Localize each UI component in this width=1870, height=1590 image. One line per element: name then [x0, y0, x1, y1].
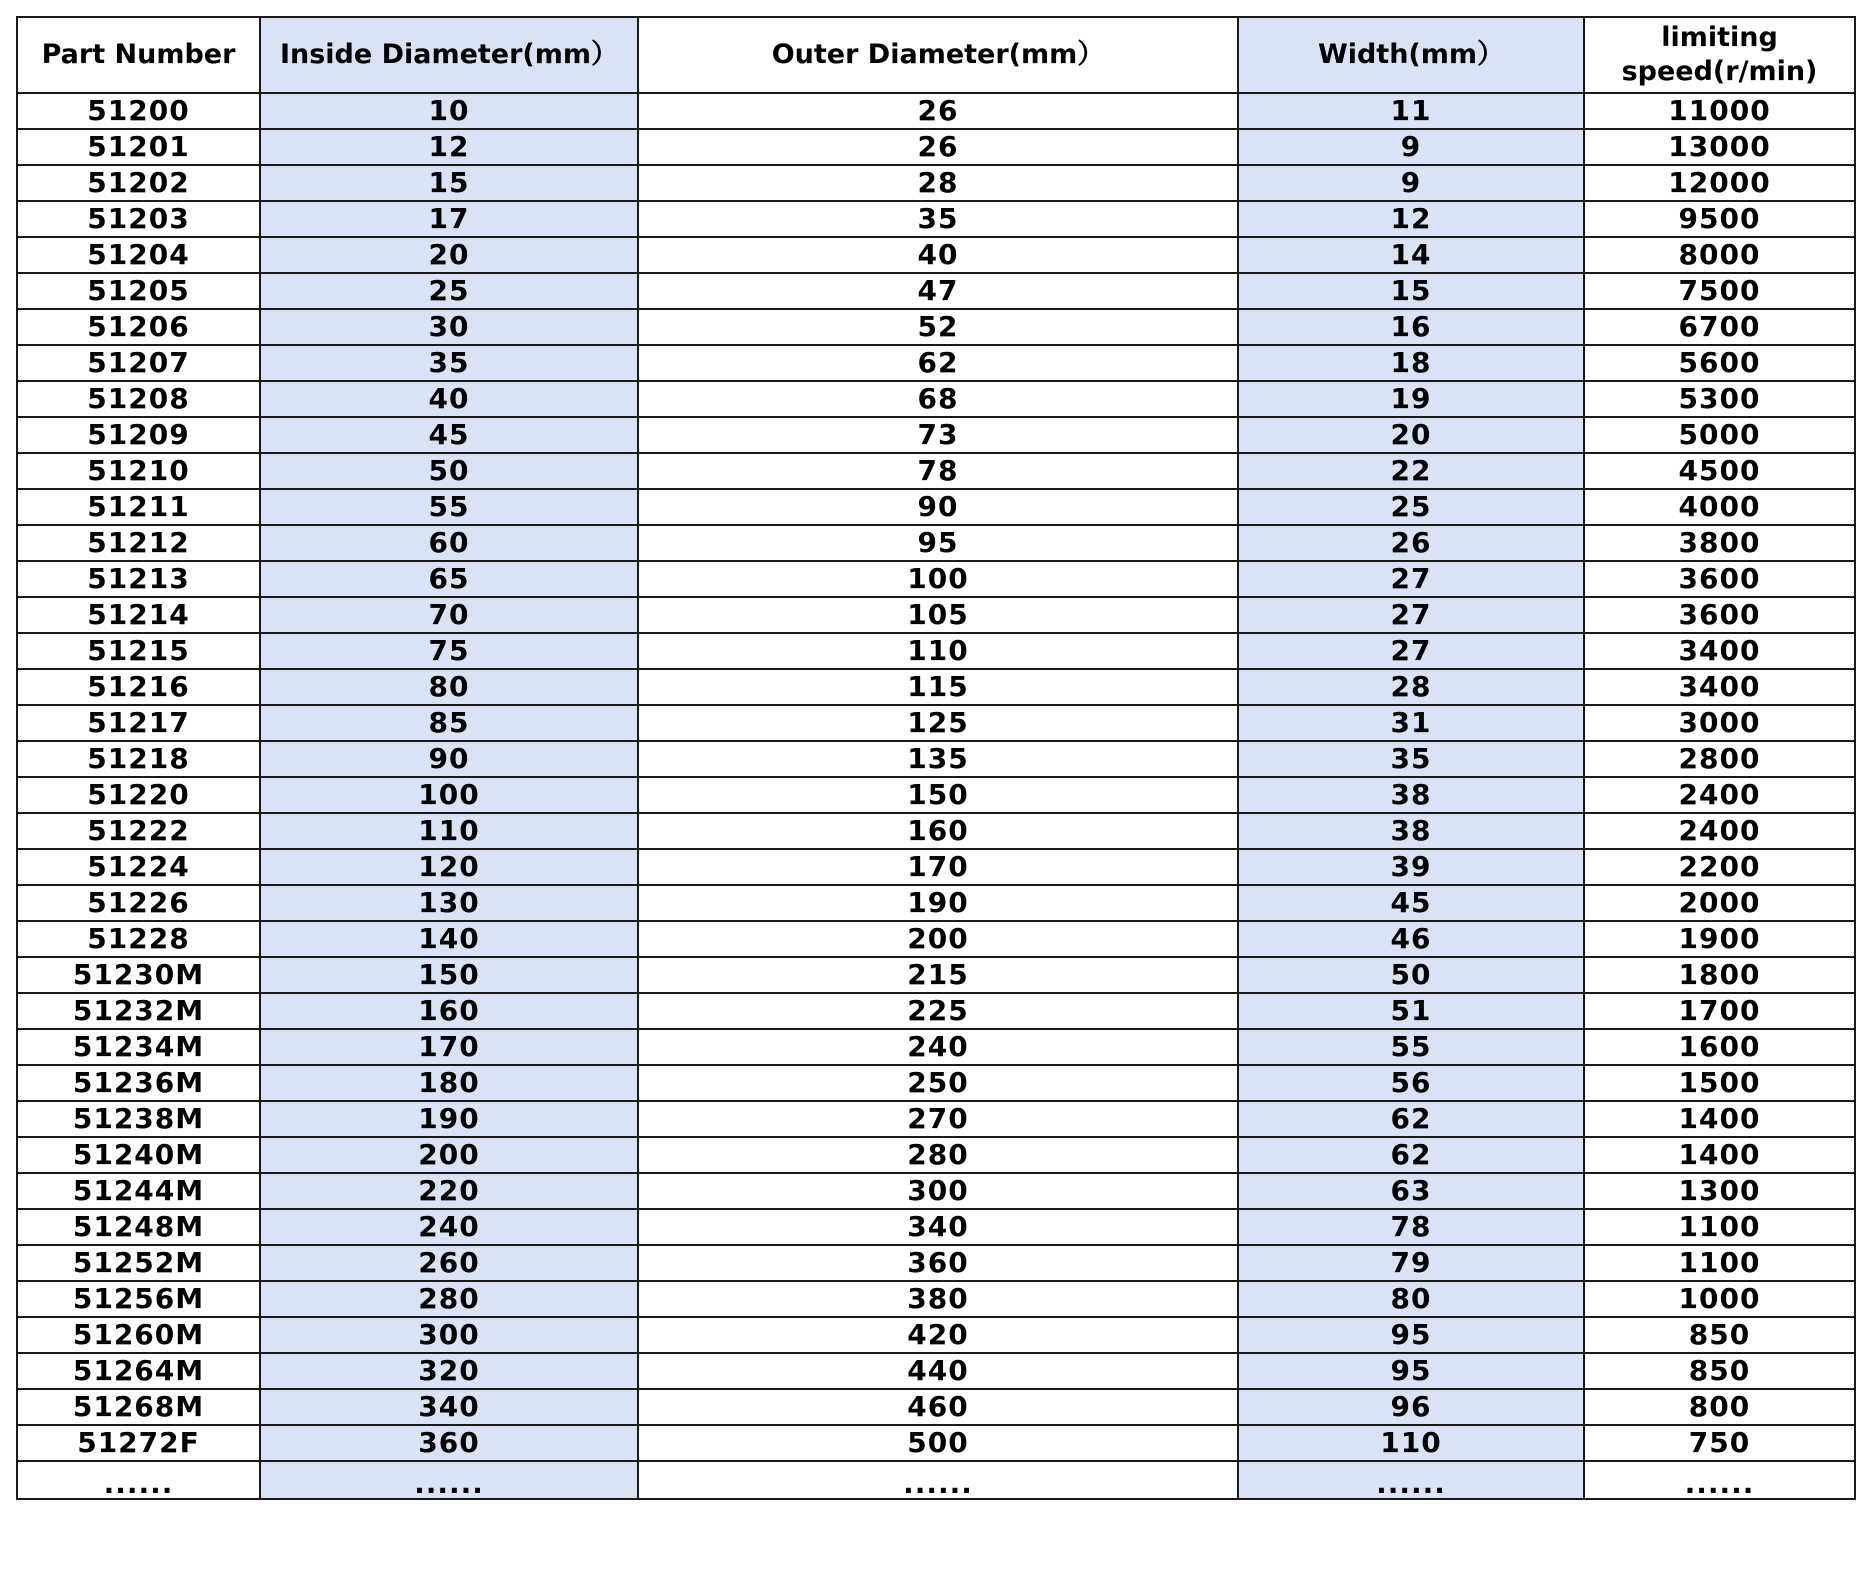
- inside-diameter-cell: 320: [260, 1353, 638, 1389]
- outer-diameter-cell: 200: [638, 921, 1238, 957]
- continuation-cell: ......: [260, 1461, 638, 1499]
- table-row: [17, 201, 1855, 237]
- width-cell: 28: [1238, 669, 1584, 705]
- table-row: [17, 1389, 1855, 1425]
- width-cell: 12: [1238, 201, 1584, 237]
- header-row: [17, 17, 1855, 93]
- width-cell: 26: [1238, 525, 1584, 561]
- width-cell: 95: [1238, 1353, 1584, 1389]
- inside-diameter-cell: 360: [260, 1425, 638, 1461]
- part-number-cell: 51240M: [17, 1137, 260, 1173]
- inside-diameter-cell: 280: [260, 1281, 638, 1317]
- inside-diameter-cell: 90: [260, 741, 638, 777]
- limiting-speed-cell: 3600: [1584, 597, 1855, 633]
- width-cell: 27: [1238, 597, 1584, 633]
- limiting-speed-cell: 1400: [1584, 1101, 1855, 1137]
- inside-diameter-cell: 85: [260, 705, 638, 741]
- width-cell: 38: [1238, 813, 1584, 849]
- outer-diameter-cell: 250: [638, 1065, 1238, 1101]
- table-row: [17, 921, 1855, 957]
- inside-diameter-cell: 45: [260, 417, 638, 453]
- outer-diameter-cell: 100: [638, 561, 1238, 597]
- limiting-speed-cell: 6700: [1584, 309, 1855, 345]
- part-number-cell: 51200: [17, 93, 260, 129]
- limiting-speed-cell: 2800: [1584, 741, 1855, 777]
- inside-diameter-cell: 190: [260, 1101, 638, 1137]
- table-header: [17, 17, 1855, 93]
- part-number-cell: 51252M: [17, 1245, 260, 1281]
- table-row: [17, 453, 1855, 489]
- outer-diameter-cell: 170: [638, 849, 1238, 885]
- table-row: [17, 705, 1855, 741]
- width-cell: 62: [1238, 1101, 1584, 1137]
- outer-diameter-cell: 160: [638, 813, 1238, 849]
- part-number-cell: 51206: [17, 309, 260, 345]
- inside-diameter-cell: 120: [260, 849, 638, 885]
- outer-diameter-cell: 105: [638, 597, 1238, 633]
- limiting-speed-cell: 5000: [1584, 417, 1855, 453]
- part-number-cell: 51209: [17, 417, 260, 453]
- limiting-speed-cell: 2400: [1584, 777, 1855, 813]
- limiting-speed-cell: 1700: [1584, 993, 1855, 1029]
- inside-diameter-cell: 25: [260, 273, 638, 309]
- limiting-speed-cell: 750: [1584, 1425, 1855, 1461]
- inside-diameter-cell: 180: [260, 1065, 638, 1101]
- limiting-speed-cell: 1500: [1584, 1065, 1855, 1101]
- width-cell: 78: [1238, 1209, 1584, 1245]
- table-row: [17, 597, 1855, 633]
- part-number-cell: 51215: [17, 633, 260, 669]
- inside-diameter-cell: 12: [260, 129, 638, 165]
- table-row: [17, 1245, 1855, 1281]
- inside-diameter-cell: 220: [260, 1173, 638, 1209]
- width-cell: 25: [1238, 489, 1584, 525]
- table-row: [17, 1425, 1855, 1461]
- header-part-number: Part Number: [17, 17, 260, 93]
- part-number-cell: 51217: [17, 705, 260, 741]
- outer-diameter-cell: 115: [638, 669, 1238, 705]
- width-cell: 51: [1238, 993, 1584, 1029]
- width-cell: 11: [1238, 93, 1584, 129]
- table-row: [17, 993, 1855, 1029]
- outer-diameter-cell: 440: [638, 1353, 1238, 1389]
- inside-diameter-cell: 110: [260, 813, 638, 849]
- inside-diameter-cell: 15: [260, 165, 638, 201]
- outer-diameter-cell: 40: [638, 237, 1238, 273]
- continuation-row: [17, 1461, 1855, 1499]
- inside-diameter-cell: 80: [260, 669, 638, 705]
- outer-diameter-cell: 78: [638, 453, 1238, 489]
- limiting-speed-cell: 13000: [1584, 129, 1855, 165]
- inside-diameter-cell: 240: [260, 1209, 638, 1245]
- limiting-speed-cell: 11000: [1584, 93, 1855, 129]
- part-number-cell: 51203: [17, 201, 260, 237]
- part-number-cell: 51244M: [17, 1173, 260, 1209]
- outer-diameter-cell: 240: [638, 1029, 1238, 1065]
- continuation-cell: ......: [1584, 1461, 1855, 1499]
- outer-diameter-cell: 420: [638, 1317, 1238, 1353]
- limiting-speed-cell: 1600: [1584, 1029, 1855, 1065]
- outer-diameter-cell: 26: [638, 129, 1238, 165]
- part-number-cell: 51218: [17, 741, 260, 777]
- limiting-speed-cell: 1000: [1584, 1281, 1855, 1317]
- part-number-cell: 51201: [17, 129, 260, 165]
- outer-diameter-cell: 26: [638, 93, 1238, 129]
- table-row: [17, 93, 1855, 129]
- outer-diameter-cell: 90: [638, 489, 1238, 525]
- part-number-cell: 51204: [17, 237, 260, 273]
- part-number-cell: 51232M: [17, 993, 260, 1029]
- table-row: [17, 1065, 1855, 1101]
- table-row: [17, 345, 1855, 381]
- part-number-cell: 51238M: [17, 1101, 260, 1137]
- part-number-cell: 51220: [17, 777, 260, 813]
- outer-diameter-cell: 190: [638, 885, 1238, 921]
- table-row: [17, 1353, 1855, 1389]
- limiting-speed-cell: 2200: [1584, 849, 1855, 885]
- outer-diameter-cell: 300: [638, 1173, 1238, 1209]
- limiting-speed-cell: 3400: [1584, 633, 1855, 669]
- outer-diameter-cell: 73: [638, 417, 1238, 453]
- width-cell: 62: [1238, 1137, 1584, 1173]
- inside-diameter-cell: 40: [260, 381, 638, 417]
- part-number-cell: 51226: [17, 885, 260, 921]
- outer-diameter-cell: 460: [638, 1389, 1238, 1425]
- outer-diameter-cell: 68: [638, 381, 1238, 417]
- table-row: [17, 381, 1855, 417]
- table-row: [17, 237, 1855, 273]
- table-row: [17, 273, 1855, 309]
- width-cell: 63: [1238, 1173, 1584, 1209]
- table-row: [17, 561, 1855, 597]
- part-number-cell: 51202: [17, 165, 260, 201]
- inside-diameter-cell: 340: [260, 1389, 638, 1425]
- table-row: [17, 1101, 1855, 1137]
- width-cell: 79: [1238, 1245, 1584, 1281]
- width-cell: 19: [1238, 381, 1584, 417]
- outer-diameter-cell: 125: [638, 705, 1238, 741]
- part-number-cell: 51213: [17, 561, 260, 597]
- table-row: [17, 1173, 1855, 1209]
- limiting-speed-cell: 2400: [1584, 813, 1855, 849]
- width-cell: 56: [1238, 1065, 1584, 1101]
- part-number-cell: 51210: [17, 453, 260, 489]
- table-row: [17, 885, 1855, 921]
- part-number-cell: 51216: [17, 669, 260, 705]
- limiting-speed-cell: 1800: [1584, 957, 1855, 993]
- part-number-cell: 51264M: [17, 1353, 260, 1389]
- outer-diameter-cell: 360: [638, 1245, 1238, 1281]
- table-row: [17, 813, 1855, 849]
- limiting-speed-cell: 5300: [1584, 381, 1855, 417]
- outer-diameter-cell: 28: [638, 165, 1238, 201]
- inside-diameter-cell: 260: [260, 1245, 638, 1281]
- width-cell: 45: [1238, 885, 1584, 921]
- width-cell: 27: [1238, 633, 1584, 669]
- table-row: [17, 669, 1855, 705]
- width-cell: 80: [1238, 1281, 1584, 1317]
- header-inside-diameter: Inside Diameter(mm）: [260, 17, 638, 93]
- width-cell: 46: [1238, 921, 1584, 957]
- width-cell: 9: [1238, 165, 1584, 201]
- inside-diameter-cell: 50: [260, 453, 638, 489]
- outer-diameter-cell: 135: [638, 741, 1238, 777]
- inside-diameter-cell: 35: [260, 345, 638, 381]
- inside-diameter-cell: 150: [260, 957, 638, 993]
- limiting-speed-cell: 1100: [1584, 1209, 1855, 1245]
- width-cell: 22: [1238, 453, 1584, 489]
- outer-diameter-cell: 62: [638, 345, 1238, 381]
- limiting-speed-cell: 850: [1584, 1353, 1855, 1389]
- table-row: [17, 957, 1855, 993]
- limiting-speed-cell: 12000: [1584, 165, 1855, 201]
- inside-diameter-cell: 10: [260, 93, 638, 129]
- part-number-cell: 51228: [17, 921, 260, 957]
- inside-diameter-cell: 17: [260, 201, 638, 237]
- width-cell: 16: [1238, 309, 1584, 345]
- table-row: [17, 777, 1855, 813]
- inside-diameter-cell: 60: [260, 525, 638, 561]
- table-row: [17, 165, 1855, 201]
- limiting-speed-cell: 1900: [1584, 921, 1855, 957]
- width-cell: 55: [1238, 1029, 1584, 1065]
- part-number-cell: 51248M: [17, 1209, 260, 1245]
- part-number-cell: 51224: [17, 849, 260, 885]
- inside-diameter-cell: 20: [260, 237, 638, 273]
- inside-diameter-cell: 65: [260, 561, 638, 597]
- part-number-cell: 51207: [17, 345, 260, 381]
- part-number-cell: 51211: [17, 489, 260, 525]
- outer-diameter-cell: 95: [638, 525, 1238, 561]
- spec-sheet: [16, 16, 1854, 1500]
- width-cell: 9: [1238, 129, 1584, 165]
- inside-diameter-cell: 100: [260, 777, 638, 813]
- part-number-cell: 51205: [17, 273, 260, 309]
- part-number-cell: 51268M: [17, 1389, 260, 1425]
- limiting-speed-cell: 4000: [1584, 489, 1855, 525]
- table-row: [17, 1209, 1855, 1245]
- part-number-cell: 51234M: [17, 1029, 260, 1065]
- table-row: [17, 741, 1855, 777]
- limiting-speed-cell: 8000: [1584, 237, 1855, 273]
- part-number-cell: 51212: [17, 525, 260, 561]
- part-number-cell: 51256M: [17, 1281, 260, 1317]
- table-row: [17, 849, 1855, 885]
- limiting-speed-cell: 2000: [1584, 885, 1855, 921]
- inside-diameter-cell: 160: [260, 993, 638, 1029]
- outer-diameter-cell: 150: [638, 777, 1238, 813]
- part-number-cell: 51214: [17, 597, 260, 633]
- part-number-cell: 51222: [17, 813, 260, 849]
- width-cell: 20: [1238, 417, 1584, 453]
- inside-diameter-cell: 170: [260, 1029, 638, 1065]
- table-row: [17, 129, 1855, 165]
- part-number-cell: 51260M: [17, 1317, 260, 1353]
- continuation-cell: ......: [17, 1461, 260, 1499]
- width-cell: 95: [1238, 1317, 1584, 1353]
- inside-diameter-cell: 75: [260, 633, 638, 669]
- limiting-speed-cell: 1400: [1584, 1137, 1855, 1173]
- part-number-cell: 51208: [17, 381, 260, 417]
- width-cell: 27: [1238, 561, 1584, 597]
- table-body: [17, 93, 1855, 1499]
- width-cell: 39: [1238, 849, 1584, 885]
- outer-diameter-cell: 110: [638, 633, 1238, 669]
- bearing-spec-table: [16, 16, 1856, 1500]
- inside-diameter-cell: 200: [260, 1137, 638, 1173]
- width-cell: 50: [1238, 957, 1584, 993]
- width-cell: 96: [1238, 1389, 1584, 1425]
- outer-diameter-cell: 380: [638, 1281, 1238, 1317]
- limiting-speed-cell: 9500: [1584, 201, 1855, 237]
- limiting-speed-cell: 3800: [1584, 525, 1855, 561]
- limiting-speed-cell: 3000: [1584, 705, 1855, 741]
- table-row: [17, 633, 1855, 669]
- limiting-speed-cell: 1300: [1584, 1173, 1855, 1209]
- header-limiting-speed: limiting speed(r/min): [1584, 17, 1855, 93]
- inside-diameter-cell: 300: [260, 1317, 638, 1353]
- limiting-speed-cell: 3600: [1584, 561, 1855, 597]
- part-number-cell: 51272F: [17, 1425, 260, 1461]
- width-cell: 18: [1238, 345, 1584, 381]
- header-width: Width(mm）: [1238, 17, 1584, 93]
- part-number-cell: 51236M: [17, 1065, 260, 1101]
- outer-diameter-cell: 500: [638, 1425, 1238, 1461]
- outer-diameter-cell: 35: [638, 201, 1238, 237]
- outer-diameter-cell: 52: [638, 309, 1238, 345]
- limiting-speed-cell: 1100: [1584, 1245, 1855, 1281]
- outer-diameter-cell: 270: [638, 1101, 1238, 1137]
- width-cell: 110: [1238, 1425, 1584, 1461]
- limiting-speed-cell: 3400: [1584, 669, 1855, 705]
- width-cell: 35: [1238, 741, 1584, 777]
- width-cell: 38: [1238, 777, 1584, 813]
- width-cell: 15: [1238, 273, 1584, 309]
- outer-diameter-cell: 280: [638, 1137, 1238, 1173]
- inside-diameter-cell: 140: [260, 921, 638, 957]
- table-row: [17, 1029, 1855, 1065]
- inside-diameter-cell: 70: [260, 597, 638, 633]
- outer-diameter-cell: 225: [638, 993, 1238, 1029]
- width-cell: 14: [1238, 237, 1584, 273]
- header-outer-diameter: Outer Diameter(mm）: [638, 17, 1238, 93]
- outer-diameter-cell: 340: [638, 1209, 1238, 1245]
- table-row: [17, 417, 1855, 453]
- outer-diameter-cell: 215: [638, 957, 1238, 993]
- limiting-speed-cell: 800: [1584, 1389, 1855, 1425]
- width-cell: 31: [1238, 705, 1584, 741]
- limiting-speed-cell: 850: [1584, 1317, 1855, 1353]
- table-row: [17, 1281, 1855, 1317]
- table-row: [17, 525, 1855, 561]
- inside-diameter-cell: 30: [260, 309, 638, 345]
- table-row: [17, 309, 1855, 345]
- limiting-speed-cell: 4500: [1584, 453, 1855, 489]
- table-row: [17, 1317, 1855, 1353]
- limiting-speed-cell: 5600: [1584, 345, 1855, 381]
- inside-diameter-cell: 55: [260, 489, 638, 525]
- continuation-cell: ......: [1238, 1461, 1584, 1499]
- part-number-cell: 51230M: [17, 957, 260, 993]
- limiting-speed-cell: 7500: [1584, 273, 1855, 309]
- inside-diameter-cell: 130: [260, 885, 638, 921]
- table-row: [17, 1137, 1855, 1173]
- outer-diameter-cell: 47: [638, 273, 1238, 309]
- table-row: [17, 489, 1855, 525]
- continuation-cell: ......: [638, 1461, 1238, 1499]
